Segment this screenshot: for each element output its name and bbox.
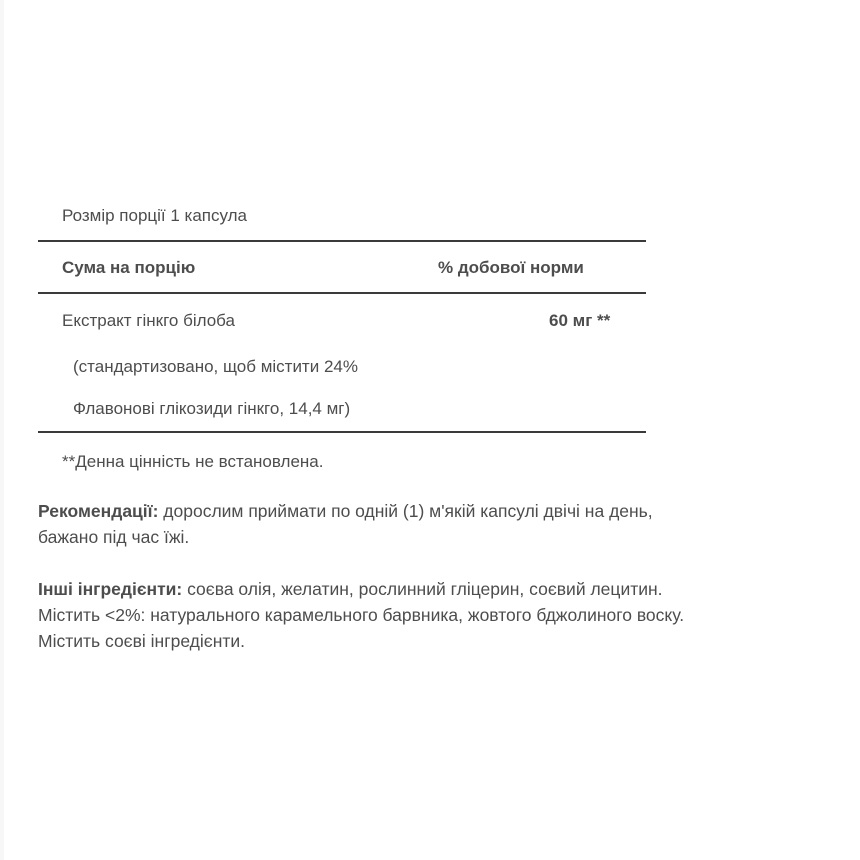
recommendations-text-line1: дорослим приймати по одній (1) м'якій капсулі двічі на день, xyxy=(158,501,653,521)
other-ingredients-text-line1: соєва олія, желатин, рослинний гліцерин, соєвий лецитин. xyxy=(182,579,663,599)
ingredient-amount: 60 мг ** xyxy=(549,311,611,330)
recommendations-paragraph xyxy=(38,498,838,550)
table-bottom-rule xyxy=(38,431,646,433)
ingredient-note-line2: Флавонові глікозиди гінкго, 14,4 мг) xyxy=(73,399,351,418)
other-ingredients-paragraph xyxy=(38,576,838,654)
other-ingredients-label: Інші інгредієнти: xyxy=(38,579,183,599)
ingredient-note-line1: (стандартизовано, щоб містити 24% xyxy=(73,357,358,376)
amount-per-serving-header: Сума на порцію xyxy=(62,258,196,277)
daily-value-header: % добової норми xyxy=(438,258,584,277)
daily-value-footnote: **Денна цінність не встановлена. xyxy=(62,452,324,471)
page-left-edge xyxy=(0,0,4,860)
ingredient-name: Екстракт гінкго білоба xyxy=(62,311,235,330)
header-bottom-rule xyxy=(38,292,646,294)
other-ingredients-line1 xyxy=(38,576,838,602)
recommendations-text-line2: бажано під час їжі. xyxy=(38,527,190,547)
recommendations-line1 xyxy=(38,498,838,524)
table-top-rule xyxy=(38,240,646,242)
serving-size-text: Розмір порції 1 капсула xyxy=(62,206,248,225)
other-ingredients-text-line2: Містить <2%: натурального карамельного барвника, жовтого бджолиного воску. xyxy=(38,605,685,625)
other-ingredients-text-line3: Містить соєві інгредієнти. xyxy=(38,631,246,651)
recommendations-label: Рекомендації: xyxy=(38,501,159,521)
